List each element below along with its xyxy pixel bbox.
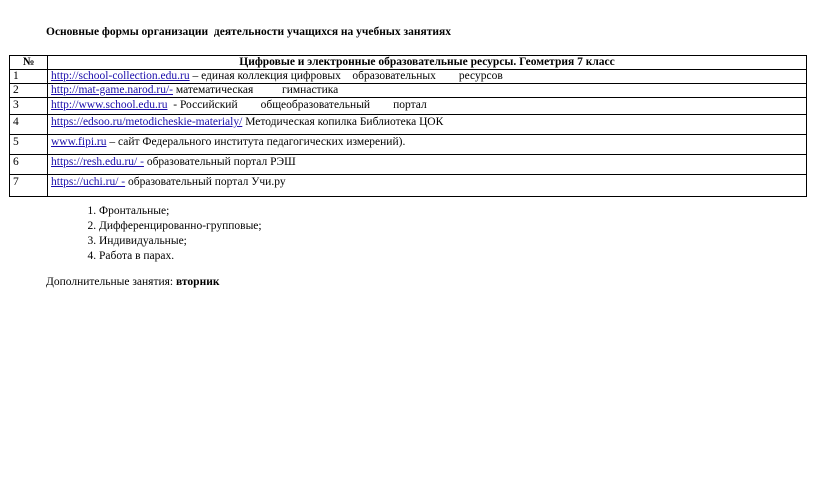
resource-description: образовательный портал РЭШ (143, 156, 296, 168)
table-header-row (10, 56, 807, 70)
resource-cell (48, 98, 807, 115)
row-number: 1 (10, 70, 48, 84)
resource-description: - Российский общеобразовательный портал (167, 99, 427, 111)
table-row (10, 84, 807, 98)
resource-link[interactable]: https://uchi.ru/ - (51, 176, 126, 188)
resource-cell (48, 135, 807, 155)
extra-classes-day: вторник (176, 276, 220, 288)
row-number: 3 (10, 98, 48, 115)
resource-cell (48, 155, 807, 175)
resource-cell (48, 175, 807, 197)
list-item: 1. Фронтальные; (99, 204, 262, 219)
resource-link[interactable]: http://mat-game.narod.ru/- (51, 84, 173, 96)
resource-description: Методическая копилка Библиотека ЦОК (242, 116, 444, 128)
resource-cell (48, 70, 807, 84)
resource-link[interactable]: https://resh.edu.ru/ - (51, 156, 144, 168)
list-item: 2. Дифференцированно-групповые; (99, 219, 262, 234)
list-item: 4. Работа в парах. (99, 249, 262, 264)
resource-cell (48, 84, 807, 98)
resources-table (9, 55, 807, 197)
resource-description: образовательный портал Учи.ру (125, 176, 286, 188)
extra-classes-label: Дополнительные занятия: (46, 276, 176, 288)
table-row (10, 155, 807, 175)
table-row (10, 135, 807, 155)
table-row (10, 98, 807, 115)
number-column-header: № (10, 56, 48, 70)
resource-link[interactable]: https://edsoo.ru/metodicheskie-materialy/ (51, 116, 243, 128)
activity-forms-list (64, 204, 262, 264)
row-number: 5 (10, 135, 48, 155)
resource-description: – единая коллекция цифровых образовательных ресурсов (189, 70, 503, 82)
resource-link[interactable]: http://www.school.edu.ru (51, 99, 168, 111)
row-number: 7 (10, 175, 48, 197)
row-number: 6 (10, 155, 48, 175)
extra-classes-line (46, 276, 219, 288)
page-title: Основные формы организации деятельности учащихся на учебных занятиях (46, 26, 451, 38)
row-number: 4 (10, 115, 48, 135)
resource-cell (48, 115, 807, 135)
resource-description: математическая гимнастика (173, 84, 339, 96)
row-number: 2 (10, 84, 48, 98)
resource-link[interactable]: www.fipi.ru (51, 136, 107, 148)
list-item: 3. Индивидуальные; (99, 234, 262, 249)
table-row (10, 175, 807, 197)
resources-column-header: Цифровые и электронные образовательные ресурсы. Геометрия 7 класс (48, 56, 807, 70)
table-row (10, 70, 807, 84)
table-row (10, 115, 807, 135)
resource-link[interactable]: http://school-collection.edu.ru (51, 70, 190, 82)
resource-description: – сайт Федерального института педагогических измерений). (106, 136, 406, 148)
